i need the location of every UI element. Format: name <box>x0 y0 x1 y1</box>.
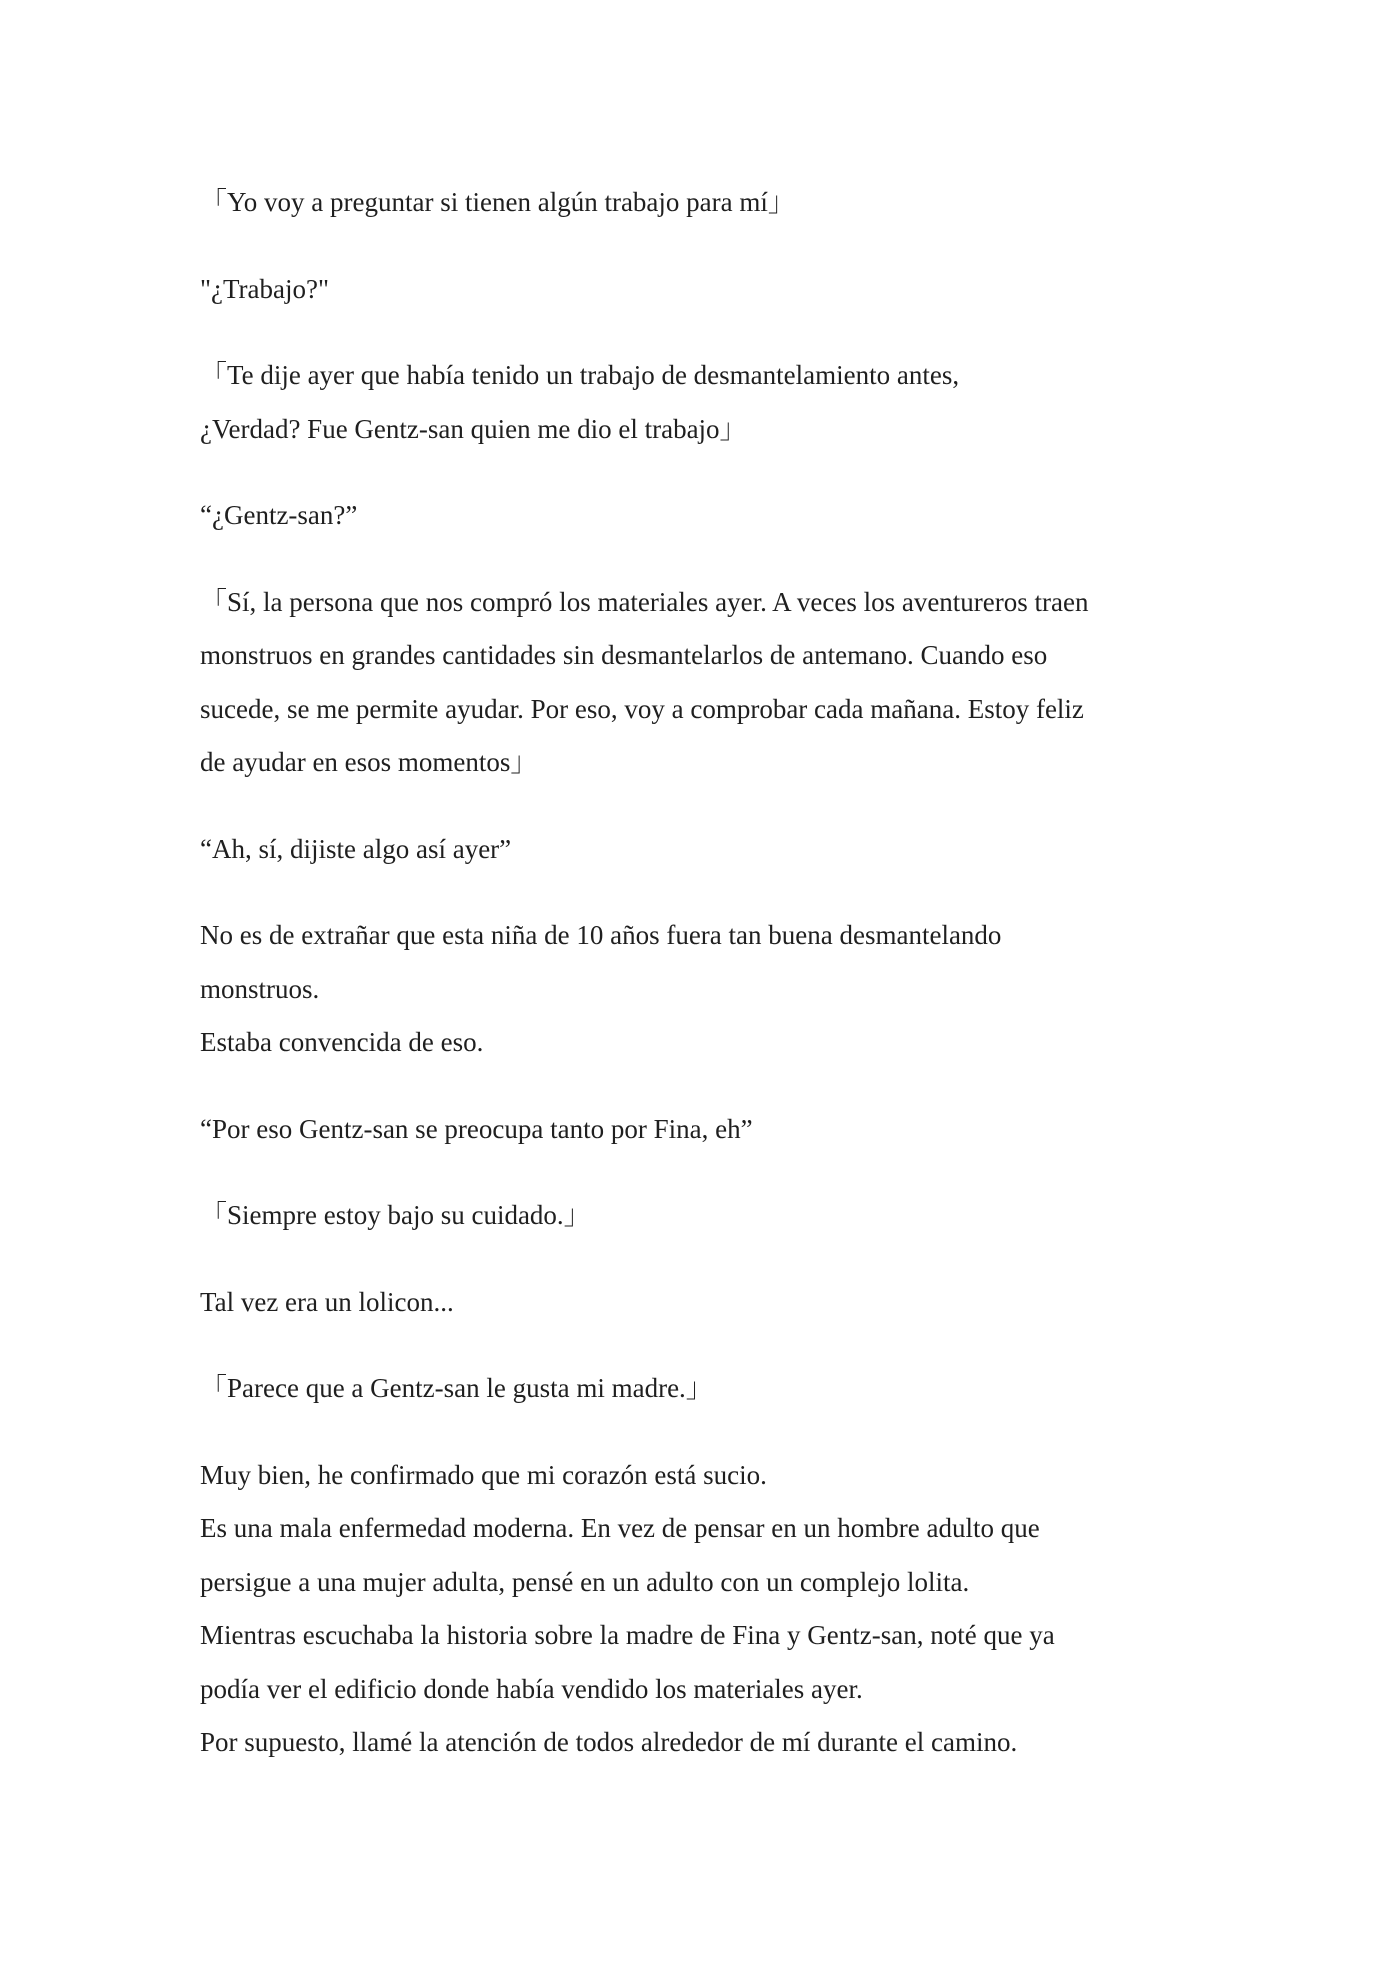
paragraph-2 <box>200 263 1240 317</box>
text-line: podía ver el edificio donde había vendido los materiales ayer. <box>200 1673 863 1704</box>
paragraph-8 <box>200 1103 1240 1157</box>
paragraph-12 <box>200 1449 1240 1770</box>
text-line: 「Yo voy a preguntar si tienen algún trabajo para mí」 <box>200 187 795 217</box>
text-line: Muy bien, he confirmado que mi corazón está sucio. <box>200 1459 767 1490</box>
paragraph-6 <box>200 823 1240 877</box>
text-line: "¿Trabajo?" <box>200 273 330 304</box>
text-line: 「Siempre estoy bajo su cuidado.」 <box>200 1200 591 1230</box>
paragraph-1 <box>200 176 1240 230</box>
text-line: 「Sí, la persona que nos compró los materiales ayer. A veces los aventureros traen <box>200 586 1089 617</box>
text-line: “Ah, sí, dijiste algo así ayer” <box>200 833 512 864</box>
text-line: ¿Verdad? Fue Gentz-san quien me dio el trabajo」 <box>200 413 747 444</box>
text-line: Mientras escuchaba la historia sobre la madre de Fina y Gentz-san, noté que ya <box>200 1620 1055 1650</box>
paragraph-10 <box>200 1276 1240 1330</box>
text-line: Tal vez era un lolicon... <box>200 1286 454 1317</box>
text-line: sucede, se me permite ayudar. Por eso, voy a comprobar cada mañana. Estoy feliz <box>200 693 1084 724</box>
text-column <box>200 176 1240 1770</box>
text-line: “Por eso Gentz-san se preocupa tanto por Fina, eh” <box>200 1113 753 1144</box>
text-line: monstruos. <box>200 973 320 1004</box>
paragraph-5 <box>200 576 1240 790</box>
text-line: No es de extrañar que esta niña de 10 años fuera tan buena desmantelando <box>200 920 1002 950</box>
text-line: Por supuesto, llamé la atención de todos alrededor de mí durante el camino. <box>200 1727 1018 1757</box>
paragraph-3 <box>200 349 1240 456</box>
text-line: persigue a una mujer adulta, pensé en un adulto con un complejo lolita. <box>200 1566 970 1597</box>
text-line: “¿Gentz-san?” <box>200 500 358 530</box>
text-line: Es una mala enfermedad moderna. En vez de pensar en un hombre adulto que <box>200 1513 1040 1543</box>
paragraph-11 <box>200 1362 1240 1416</box>
text-line: de ayudar en esos momentos」 <box>200 747 538 777</box>
text-line: 「Te dije ayer que había tenido un trabajo de desmantelamiento antes, <box>200 360 960 390</box>
text-line: Estaba convencida de eso. <box>200 1027 484 1057</box>
text-line: monstruos en grandes cantidades sin desmantelarlos de antemano. Cuando eso <box>200 640 1048 670</box>
paragraph-4 <box>200 489 1240 543</box>
text-line: 「Parece que a Gentz-san le gusta mi madre.」 <box>200 1373 713 1403</box>
paragraph-7 <box>200 909 1240 1070</box>
paragraph-9 <box>200 1189 1240 1243</box>
